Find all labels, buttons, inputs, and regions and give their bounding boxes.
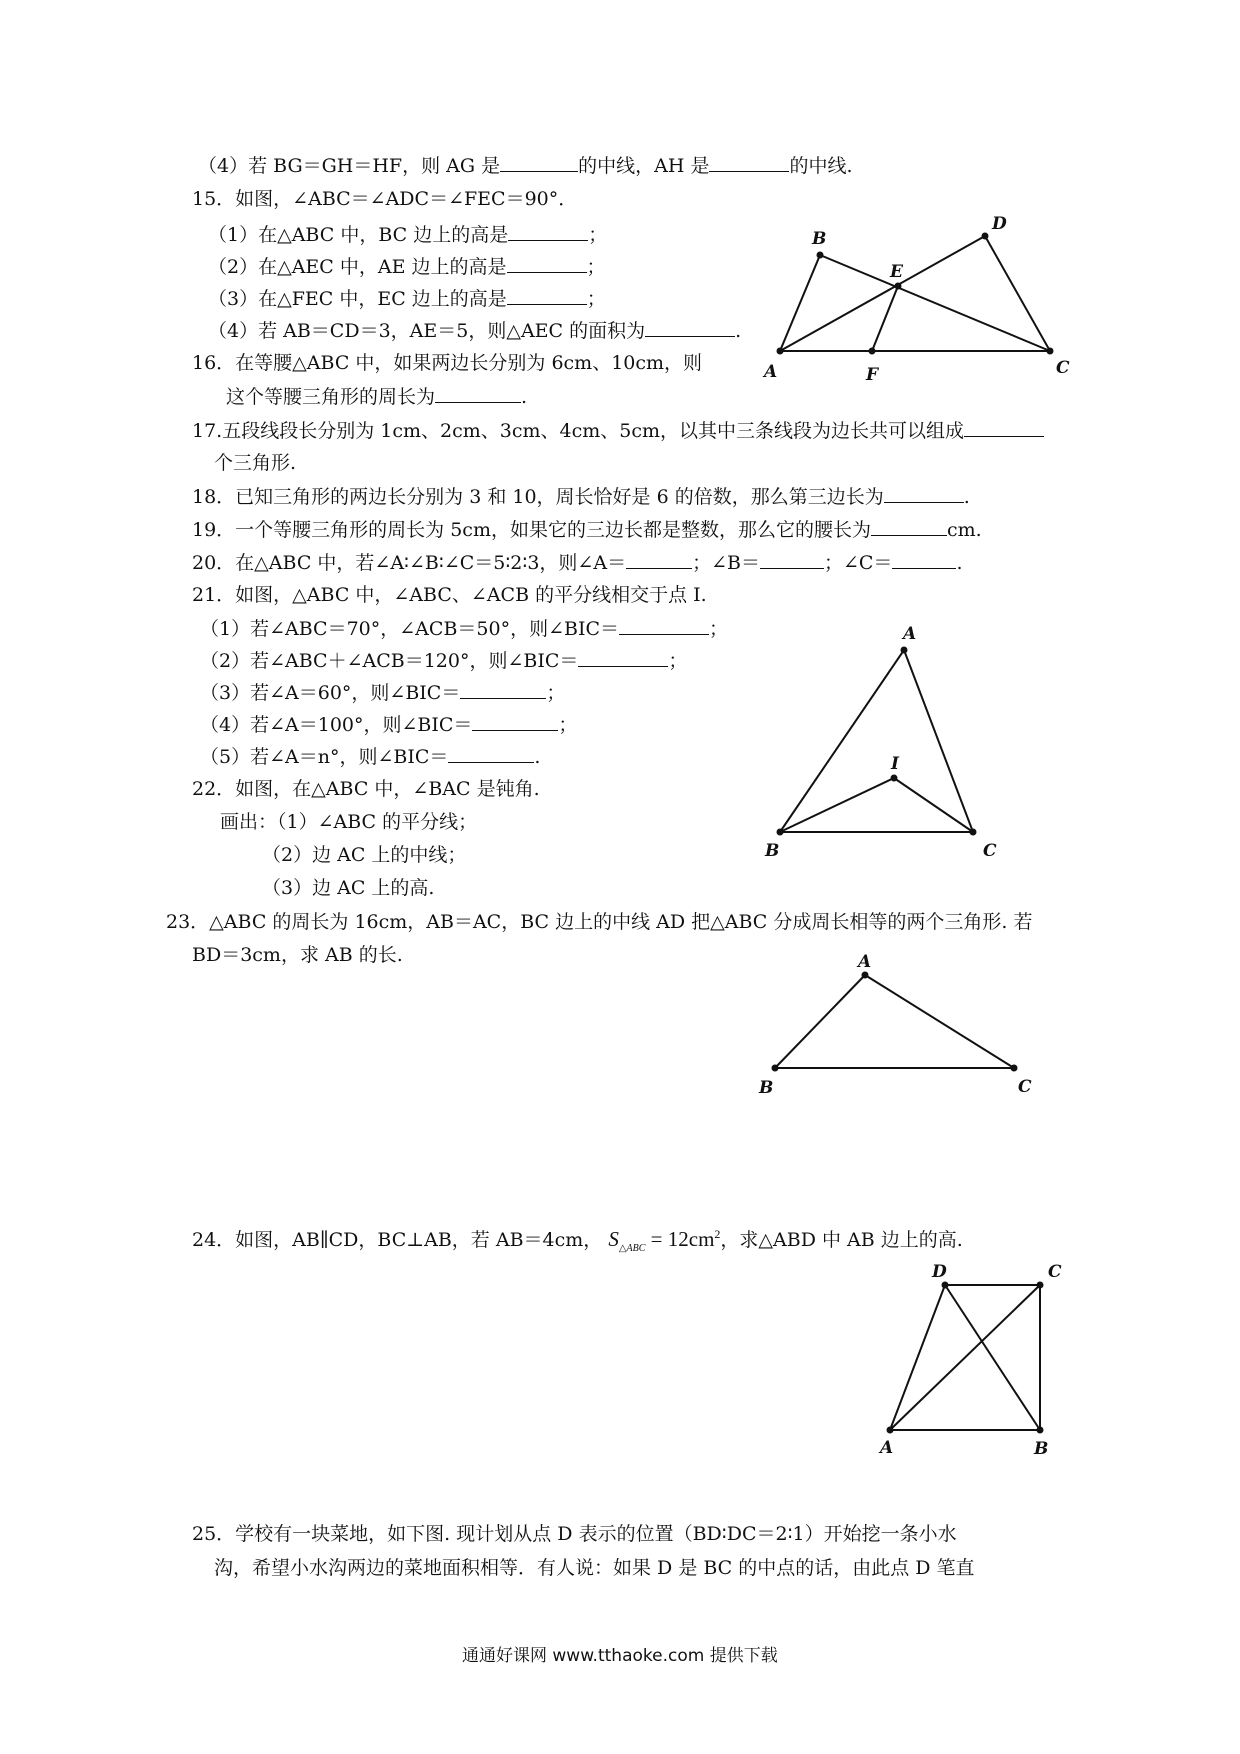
q25-line2: 沟，希望小水沟两边的菜地面积相等．有人说：如果 D 是 BC 的中点的话，由此点 D 笔直 [214,1557,975,1579]
q21-1: （1）若∠ABC＝70°，∠ACB＝50°，则∠BIC＝ ； [200,618,729,640]
label-b: B [765,841,780,861]
segment-bi [780,778,894,832]
label-a: A [858,952,872,972]
label-b: B [759,1078,774,1098]
blank [645,318,735,337]
blank [871,517,947,536]
q16-line1: 16．在等腰△ABC 中，如果两边长分别为 6cm、10cm，则 [192,352,703,374]
page-footer: 通通好课网 www.tthaoke.com 提供下载 [462,1646,778,1666]
figure-15 [750,210,1090,390]
point-d [942,1282,949,1289]
label-c: C [983,841,997,861]
label-c: C [1056,358,1070,378]
blank [507,254,587,273]
label-a: A [903,624,917,644]
segment-ic [894,778,973,832]
q21-2: （2）若∠ABC＋∠ACB＝120°，则∠BIC＝ ； [200,650,688,672]
label-e: E [890,262,903,282]
segment-dc [985,236,1050,351]
label-b: B [812,229,827,249]
blank [709,153,789,172]
segment-ac [890,1285,1040,1430]
blank [626,550,692,569]
q22-2: （2）边 AC 上的中线； [262,844,467,866]
q19-line: 19．一个等腰三角形的周长为 5cm，如果它的三边长都是整数，那么它的腰长为 cm. [192,519,982,541]
q14-4-line: （4）若 BG＝GH＝HF，则 AG 是 的中线，AH 是 的中线. [198,155,853,177]
blank [884,484,964,503]
figure-21 [755,625,1015,865]
label-b: B [1034,1439,1049,1459]
point-c [1037,1282,1044,1289]
q16-line2: 这个等腰三角形的周长为 . [226,386,528,408]
blank [760,550,824,569]
figure-24 [870,1255,1070,1459]
label-a: A [764,362,778,382]
segment-ad [780,236,985,351]
q22-1: 画出：（1）∠ABC 的平分线； [220,811,478,833]
q21-3: （3）若∠A＝60°，则∠BIC＝ ； [200,682,566,704]
area-formula: $S_{\triangle ABC} = 12cm^2$ [608,1227,721,1255]
segment-ad [890,1285,945,1430]
label-a: A [880,1438,894,1458]
label-i: I [891,754,899,774]
blank [508,222,588,241]
blank [472,712,558,731]
point-f [869,348,876,355]
segment-db [945,1285,1040,1430]
point-b [817,252,824,259]
figure-23 [750,950,1050,1100]
q21-5: （5）若∠A＝n°，则∠BIC＝ . [200,746,541,768]
point-i [891,775,898,782]
label-c: C [1048,1262,1062,1282]
q21-title: 21．如图，△ABC 中，∠ABC、∠ACB 的平分线相交于点 I. [192,584,707,606]
point-a [862,972,869,979]
point-c [1047,348,1054,355]
q15-title: 15．如图，∠ABC＝∠ADC＝∠FEC＝90°． [192,188,578,210]
q17-line1: 17.五段线段长分别为 1cm、2cm、3cm、4cm、5cm，以其中三条线段为边长共可以组成 [192,418,1044,443]
q25-line1: 25．学校有一块菜地，如下图. 现计划从点 D 表示的位置（BD∶DC＝2∶1）开始挖一条小水 [192,1523,957,1545]
point-e [895,283,902,290]
segment-bc [820,255,1050,351]
q22-title: 22．如图，在△ABC 中，∠BAC 是钝角. [192,778,540,800]
label-d: D [932,1262,947,1282]
blank [448,744,534,763]
point-d [982,233,989,240]
segment-ab [780,255,820,351]
q15-2: （2）在△AEC 中，AE 边上的高是 ； [208,256,606,278]
segment-ac [865,975,1014,1068]
q15-1: （1）在△ABC 中，BC 边上的高是 ； [208,224,608,246]
blank [460,680,546,699]
point-a [887,1427,894,1434]
label-c: C [1018,1077,1032,1097]
segment-ab [775,975,865,1068]
q21-4: （4）若∠A＝100°，则∠BIC＝ ； [200,714,578,736]
blank [507,286,587,305]
segment-ac [904,650,973,832]
blank [964,418,1044,437]
q22-3: （3）边 AC 上的高. [262,877,435,899]
q15-3: （3）在△FEC 中，EC 边上的高是 ； [208,288,606,310]
point-b [777,829,784,836]
blank [892,550,956,569]
blank [619,616,709,635]
q20-line: 20．在△ABC 中，若∠A∶∠B∶∠C＝5∶2∶3，则∠A＝ ；∠B＝ ；∠C＝ . [192,552,963,574]
point-b [1037,1427,1044,1434]
blank [500,153,578,172]
q15-4: （4）若 AB＝CD＝3，AE＝5，则△AEC 的面积为 . [208,320,742,342]
blank [578,648,668,667]
segment-ab [780,650,904,832]
point-a [777,348,784,355]
point-a [901,647,908,654]
label-f: F [866,365,879,385]
q17-line2: 个三角形. [214,452,297,474]
point-c [970,829,977,836]
blank [435,384,521,403]
segment-fe [872,286,898,351]
q18-line: 18．已知三角形的两边长分别为 3 和 10，周长恰好是 6 的倍数，那么第三边长为 . [192,486,970,508]
label-d: D [992,214,1007,234]
q23-line2: BD＝3cm，求 AB 的长. [192,944,403,966]
q24-line: 24．如图，AB∥CD，BC⊥AB，若 AB＝4cm， $S_{\triangle ABC} = 12cm^2$，求△ABD 中 AB 边上的高. [192,1227,963,1255]
point-b [772,1065,779,1072]
q23-line1: 23．△ABC 的周长为 16cm，AB＝AC，BC 边上的中线 AD 把△ABC 分成周长相等的两个三角形. 若 [166,911,1033,933]
point-c [1011,1065,1018,1072]
